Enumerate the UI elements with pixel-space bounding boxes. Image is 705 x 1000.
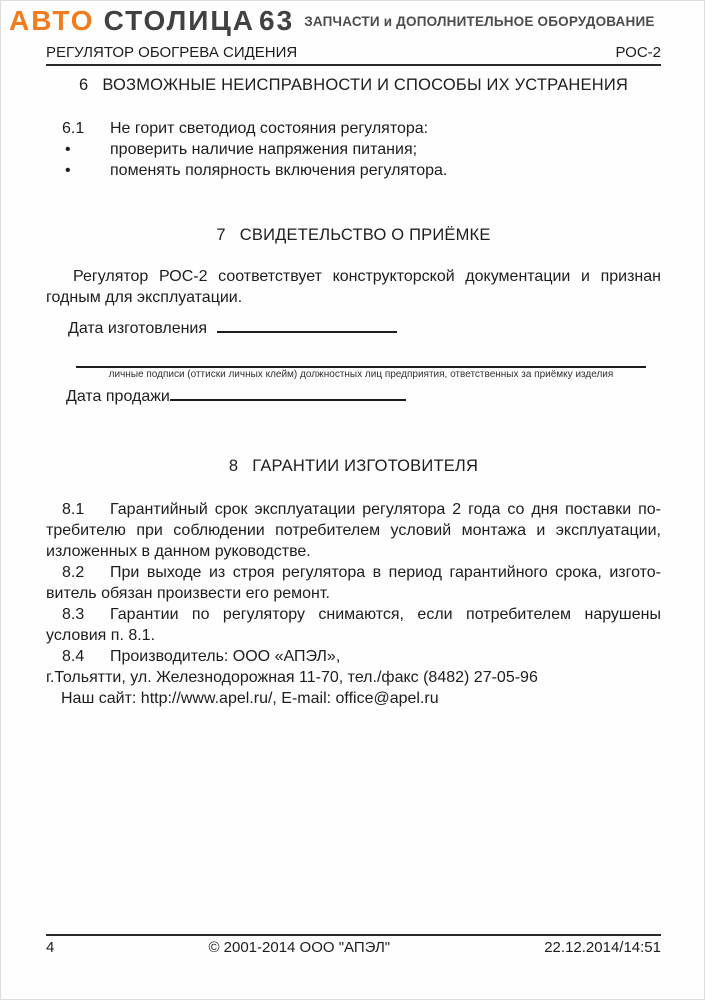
clause-8-1 [46,499,661,562]
document-header [46,44,661,66]
brand-tagline: ЗАПЧАСТИ и ДОПОЛНИТЕЛЬНОЕ ОБОРУДОВАНИЕ [304,13,655,29]
signature-caption: личные подписи (оттиски личных клейм) должностных лиц предприятия, ответственных за приёмку изделия [108,369,614,380]
section-8-heading [46,456,661,476]
clause-8-1-number: 8.1 [62,501,85,518]
section-6-number: 6 [78,76,89,94]
print-datetime: 22.12.2014/14:51 [544,939,661,956]
page-number: 4 [46,939,55,956]
logo-text-63: 63 [259,5,295,36]
clause-line [46,499,661,520]
clause-6-1 [46,118,661,139]
clause-8-2-number: 8.2 [62,564,85,581]
bullet-marker: • [65,162,71,179]
section-6-heading [46,75,661,95]
bullet-marker: • [65,141,71,158]
clause-line [46,604,661,625]
logo-text-stolica: СТОЛИЦА [103,5,256,36]
document-title: РЕГУЛЯТОР ОБОГРЕВА СИДЕНИЯ [46,44,298,61]
footer-row [46,936,661,957]
acceptance-paragraph [46,266,661,308]
section-6-title: ВОЗМОЖНЫЕ НЕИСПРАВНОСТИ И СПОСОБЫ ИХ УСТРАНЕНИЯ [102,76,629,94]
bullet-text: поменять полярность включения регулятора. [110,162,448,179]
clause-8-4 [46,646,661,667]
date-of-manufacture-label: Дата изготовления [68,320,208,337]
clause-line: требителю при соблюдении потребителем условий монтажа и эксплуатации, [46,522,661,539]
bullet-item [46,160,661,181]
blank-underline [217,318,397,333]
clause-6-1-number: 6.1 [62,120,85,137]
copyright: © 2001-2014 ООО "АПЭЛ" [208,939,391,956]
model-label: РОС-2 [615,44,661,61]
bullet-item [46,139,661,160]
clause-text: Гарантии по регулятору снимаются, если потребителем нарушены [110,606,661,623]
clause-8-3 [46,604,661,646]
clause-text: Гарантийный срок эксплуатации регулятора 2 года со дня поставки по- [110,501,661,518]
clause-8-3-number: 8.3 [62,606,85,623]
date-of-sale-line [46,386,661,407]
date-of-sale-label: Дата продажи [66,388,170,405]
clause-line: условия п. 8.1. [46,627,156,644]
clause-8-2 [46,562,661,604]
clause-line: витель обязан произвести его ремонт. [46,585,330,602]
blank-underline [170,386,406,401]
clause-line [46,646,661,667]
clause-line: изложенных в данном руководстве. [46,543,311,560]
clause-line [46,562,661,583]
paragraph-line: Регулятор РОС-2 соответствует конструкторской документации и признан [73,268,661,285]
section-7-title: СВИДЕТЕЛЬСТВО О ПРИЁМКЕ [239,226,491,244]
clause-6-1-text: Не горит светодиод состояния регулятора: [110,120,429,137]
brand-logo [9,6,294,36]
manufacturer-address: г.Тольятти, ул. Железнодорожная 11-70, тел./факс (8482) 27-05-96 [46,669,538,686]
date-of-manufacture-line [46,318,661,339]
clause-text: При выходе из строя регулятора в период гарантийного срока, изгото- [110,564,661,581]
clause-text: Производитель: ООО «АПЭЛ», [110,648,341,665]
logo-text-avto: АВТО [9,5,95,36]
section-8-title: ГАРАНТИИ ИЗГОТОВИТЕЛЯ [252,457,479,475]
section-8-number: 8 [228,457,239,475]
contact-line: Наш сайт: http://www.apel.ru/, E-mail: office@apel.ru [61,690,439,707]
page-footer [46,934,661,957]
paragraph-line: годным для эксплуатации. [46,289,243,306]
section-7-number: 7 [216,226,226,244]
bullet-text: проверить наличие напряжения питания; [110,141,418,158]
clause-8-4-number: 8.4 [62,648,85,665]
signature-line [76,366,646,368]
section-7-heading [46,225,661,245]
brand-header [9,6,696,36]
document-content [9,36,696,957]
